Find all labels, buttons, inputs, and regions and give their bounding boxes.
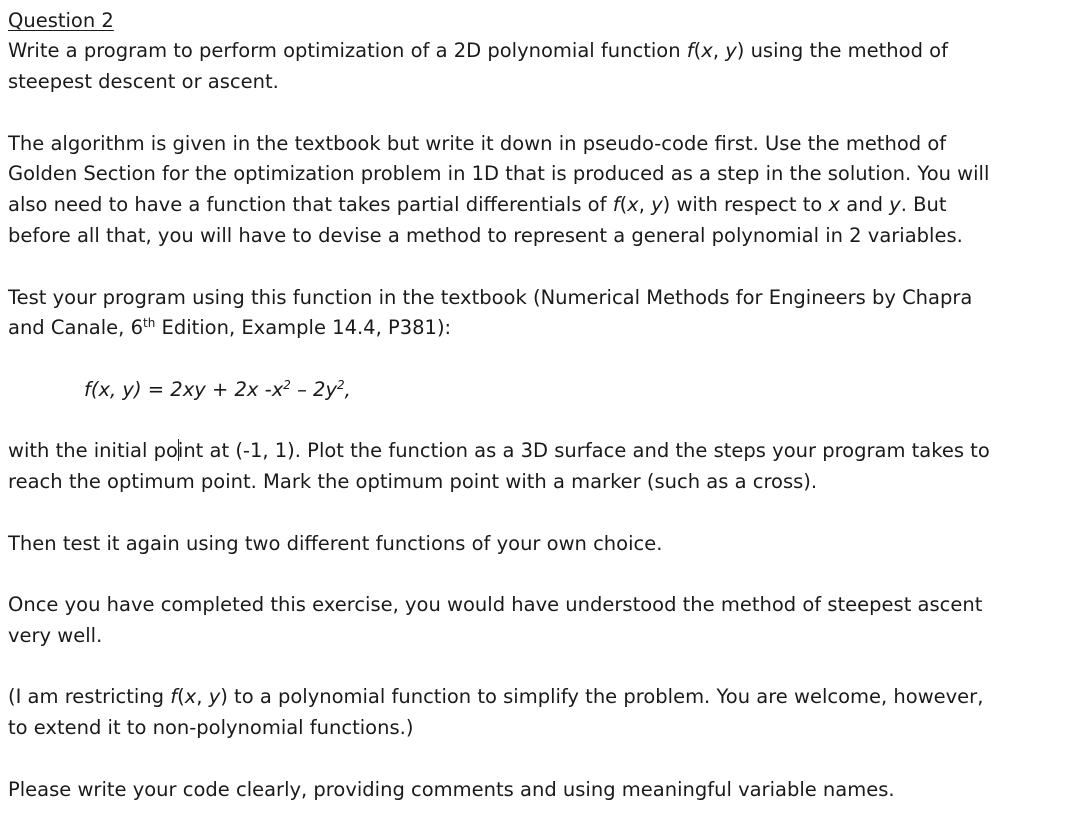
paragraph-7-line-2: to extend it to non-polynomial functions.) [8,716,414,739]
function-symbol: f [686,39,694,62]
paragraph-1-line-1 [8,35,948,66]
paragraph-5: Then test it again using two different functions of your own choice. [8,532,663,555]
paragraph-4-line-1 [8,435,990,466]
paragraph-4-line-2: reach the optimum point. Mark the optimum point with a marker (such as a cross). [8,470,818,493]
text-run: . But [900,193,947,216]
formula-exponent: 2 [336,378,345,392]
formula-exponent: 2 [283,378,291,392]
text-run: Edition, Example 14.4, P381): [155,316,452,339]
text-run: (I am restricting [8,685,171,708]
function-args: (x, y) [177,685,228,708]
paragraph-2-line-2: Golden Section for the optimization problem in 1D that is produced as a step in the solution. You will [8,162,990,185]
superscript: th [142,316,156,330]
paragraph-2-line-3 [8,189,946,220]
variable-x: x [828,193,841,216]
function-symbol: f [612,193,620,216]
formula-text: , [344,378,351,401]
paragraph-3-line-1: Test your program using this function in the textbook (Numerical Methods for Engineers by Chapra [8,286,973,309]
paragraph-2-line-1: The algorithm is given in the textbook but write it down in pseudo-code first. Use the method of [8,132,947,155]
text-run: Write a program to perform optimization of a 2D polynomial function [8,39,687,62]
text-run: int at (-1, 1). Plot the function as a 3D surface and the steps your program takes to [177,439,990,462]
paragraph-6-line-2: very well. [8,624,103,647]
paragraph-6-line-1: Once you have completed this exercise, you would have understood the method of steepest ascent [8,593,983,616]
text-run: also need to have a function that takes partial differentials of [8,193,613,216]
example-formula [84,374,351,405]
text-run: to a polynomial function to simplify the problem. You are welcome, however, [227,685,984,708]
formula-text: f(x, y) = 2xy + 2x -x [84,378,284,401]
function-args: (x, y) [619,193,671,216]
paragraph-7-line-1 [8,681,983,712]
text-run: with the initial po [8,439,178,462]
variable-y: y [889,193,901,216]
paragraph-8: Please write your code clearly, providing comments and using meaningful variable names. [8,778,895,801]
function-symbol: f [170,685,178,708]
function-args: (x, y) [693,39,745,62]
formula-text: – 2y [290,378,337,401]
paragraph-2-line-4: before all that, you will have to devise a method to represent a general polynomial in 2 variables. [8,224,963,247]
text-run: and Canale, 6 [8,316,143,339]
question-title: Question 2 [8,9,114,32]
text-run: using the method of [744,39,948,62]
text-run: with respect to [670,193,829,216]
text-run: and [840,193,890,216]
paragraph-3-line-2 [8,312,451,343]
paragraph-1-line-2: steepest descent or ascent. [8,70,279,93]
